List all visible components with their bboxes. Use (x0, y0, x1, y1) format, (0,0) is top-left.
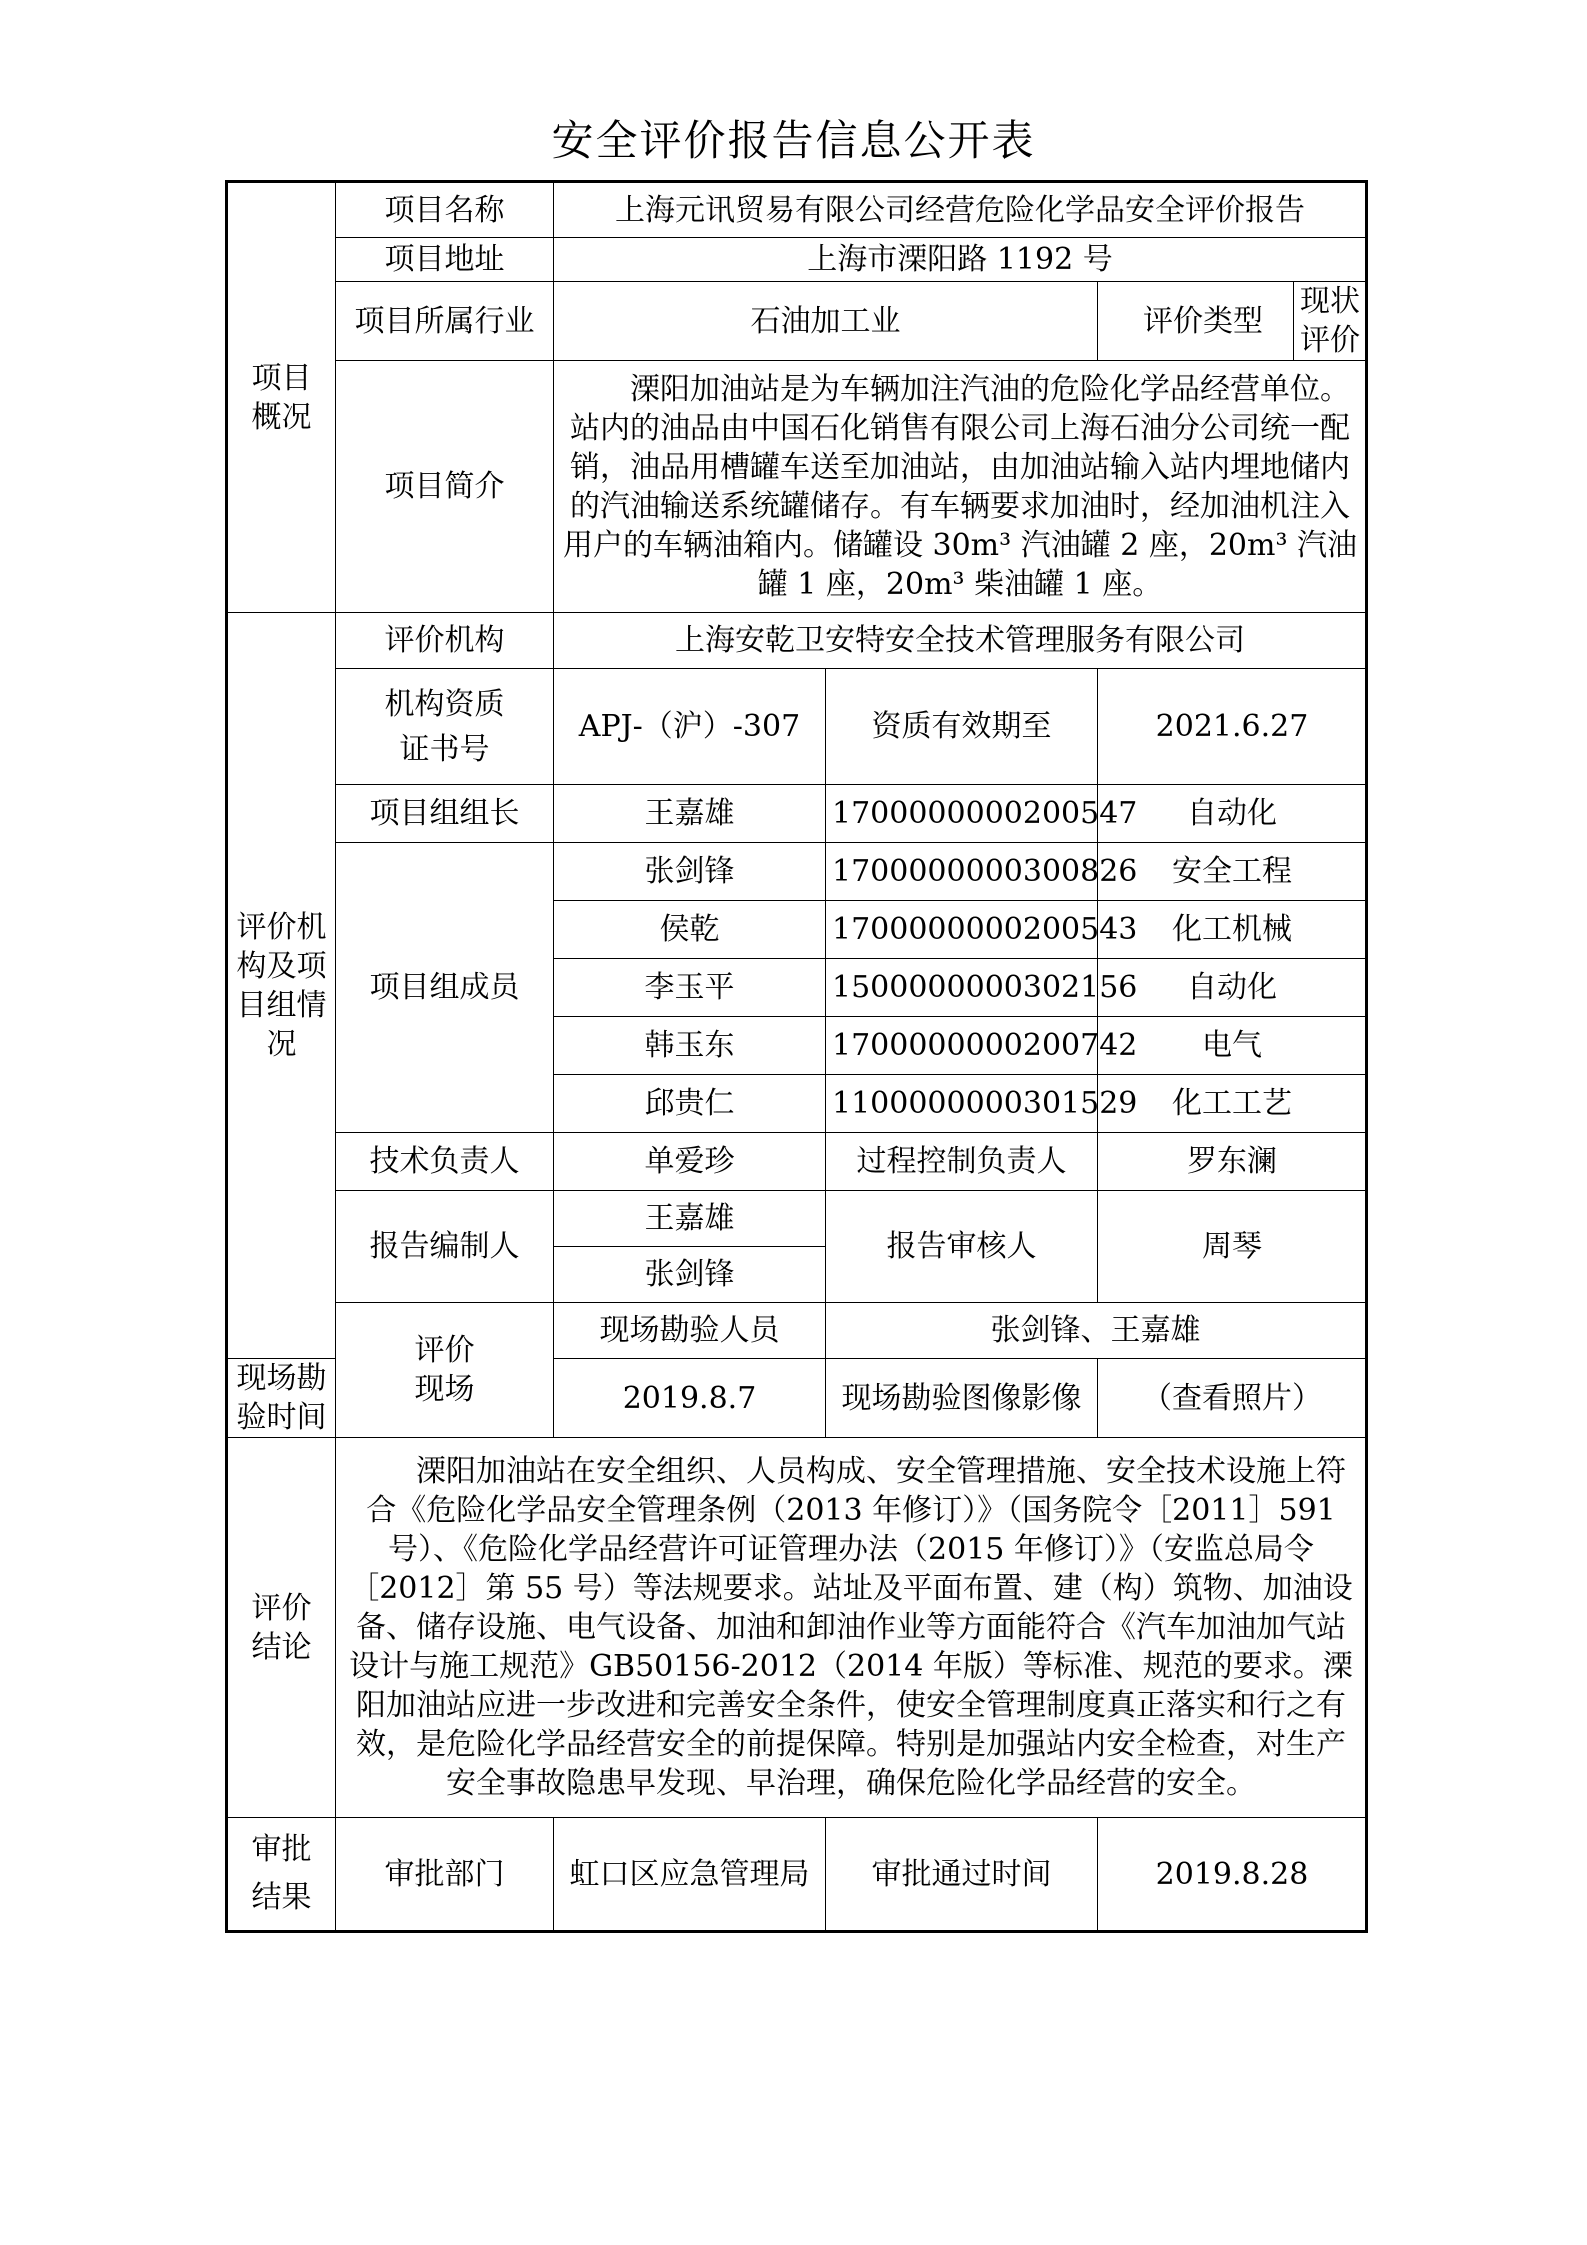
project-name-value: 上海元讯贸易有限公司经营危险化学品安全评价报告 (554, 182, 1367, 238)
project-name-label: 项目名称 (336, 182, 554, 238)
industry-value: 石油加工业 (554, 282, 1098, 361)
leader-label: 项目组组长 (336, 785, 554, 843)
process-lead-name: 罗东澜 (1098, 1133, 1367, 1191)
member-field: 电气 (1098, 1017, 1367, 1075)
eval-type-label: 评价类型 (1098, 282, 1294, 361)
view-photos-link[interactable]: （查看照片） (1098, 1359, 1367, 1438)
intro-text: 溧阳加油站是为车辆加注汽油的危险化学品经营单位。站内的油品由中国石化销售有限公司上海石油分公司统一配销，油品用槽罐车送至加油站，由加油站输入站内埋地储内的汽油输送系统罐储存。有车辆要求加油时，经加油机注入用户的车辆油箱内。储罐设 30m³ 汽油罐 2 座，20m³ 汽油罐 1 座，20m³ 柴油罐 1 座。 (554, 361, 1367, 613)
reviewer-label: 报告审核人 (826, 1191, 1098, 1303)
section-site-label: 评价 现场 (336, 1303, 554, 1438)
member-id: 1100000000301529 (826, 1075, 1098, 1133)
member-id: 1700000000300826 (826, 843, 1098, 901)
validity-value: 2021.6.27 (1098, 669, 1367, 785)
address-value: 上海市溧阳路 1192 号 (554, 238, 1367, 282)
author-name: 张剑锋 (554, 1247, 826, 1303)
org-label: 评价机构 (336, 613, 554, 669)
member-id: 1500000000302156 (826, 959, 1098, 1017)
member-name: 韩玉东 (554, 1017, 826, 1075)
images-label: 现场勘验图像影像 (826, 1359, 1098, 1438)
section-approval-label: 审批 结果 (227, 1818, 336, 1932)
inspectors-label: 现场勘验人员 (554, 1303, 826, 1359)
cert-number: APJ-（沪）-307 (554, 669, 826, 785)
inspection-time-label: 现场勘验时间 (227, 1359, 336, 1438)
tech-lead-name: 单爱珍 (554, 1133, 826, 1191)
members-label: 项目组成员 (336, 843, 554, 1133)
member-field: 自动化 (1098, 959, 1367, 1017)
member-name: 侯乾 (554, 901, 826, 959)
section-agency-label: 评价机 构及项 目组情 况 (227, 613, 336, 1359)
conclusion-text: 溧阳加油站在安全组织、人员构成、安全管理措施、安全技术设施上符合《危险化学品安全管理条例（2013 年修订）》（国务院令［2011］591 号）、《危险化学品经营许可证管理办法（2015 年修订）》（安监总局令［2012］第 55 号）等法规要求。站址及平面布置、建（构）筑物、加油设备、储存设施、电气设备、加油和卸油作业等方面能符合《汽车加油加气站设计与施工规范》GB50156-2012（2014 年版）等标准、规范的要求。溧阳加油站应进一步改进和完善安全条件，使安全管理制度真正落实和行之有效，是危险化学品经营安全的前提保障。特别是加强站内安全检查，对生产安全事故隐患早发现、早治理，确保危险化学品经营的安全。 (336, 1438, 1367, 1818)
author-name: 王嘉雄 (554, 1191, 826, 1247)
inspectors-value: 张剑锋、王嘉雄 (826, 1303, 1367, 1359)
reviewer-name: 周琴 (1098, 1191, 1367, 1303)
eval-type-value: 现状评价 (1294, 282, 1367, 361)
info-disclosure-table (225, 180, 1368, 1933)
member-id: 1700000000200742 (826, 1017, 1098, 1075)
member-name: 张剑锋 (554, 843, 826, 901)
table-row (227, 843, 1367, 901)
org-value: 上海安乾卫安特安全技术管理服务有限公司 (554, 613, 1367, 669)
tech-lead-label: 技术负责人 (336, 1133, 554, 1191)
member-name: 邱贵仁 (554, 1075, 826, 1133)
approval-time-value: 2019.8.28 (1098, 1818, 1367, 1932)
process-lead-label: 过程控制负责人 (826, 1133, 1098, 1191)
approval-time-label: 审批通过时间 (826, 1818, 1098, 1932)
approval-dept-value: 虹口区应急管理局 (554, 1818, 826, 1932)
address-label: 项目地址 (336, 238, 554, 282)
member-id: 1700000000200543 (826, 901, 1098, 959)
member-field: 化工机械 (1098, 901, 1367, 959)
leader-name: 王嘉雄 (554, 785, 826, 843)
industry-label: 项目所属行业 (336, 282, 554, 361)
section-conclusion-label: 评价 结论 (227, 1438, 336, 1818)
validity-label: 资质有效期至 (826, 669, 1098, 785)
page-title: 安全评价报告信息公开表 (551, 116, 1036, 165)
member-field: 化工工艺 (1098, 1075, 1367, 1133)
section-overview-label: 项目 概况 (227, 182, 336, 613)
author-label: 报告编制人 (336, 1191, 554, 1303)
intro-label: 项目简介 (336, 361, 554, 613)
member-name: 李玉平 (554, 959, 826, 1017)
leader-id: 1700000000200547 (826, 785, 1098, 843)
approval-dept-label: 审批部门 (336, 1818, 554, 1932)
leader-field: 自动化 (1098, 785, 1367, 843)
cert-label: 机构资质 证书号 (336, 669, 554, 785)
member-field: 安全工程 (1098, 843, 1367, 901)
inspection-time-value: 2019.8.7 (554, 1359, 826, 1438)
